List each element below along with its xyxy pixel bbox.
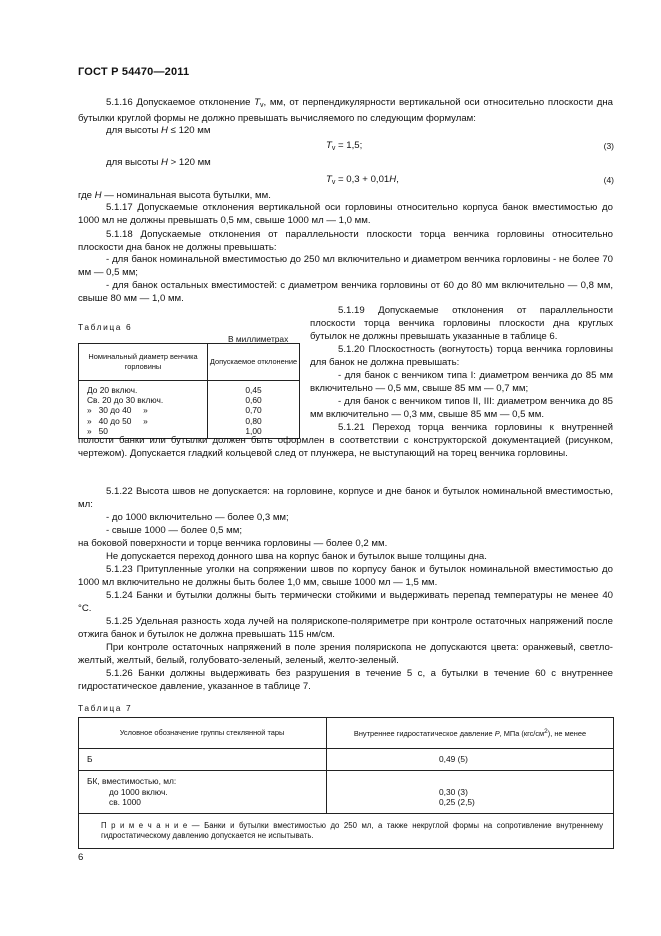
cond2-h: H — [161, 157, 168, 168]
section-5-1-16 — [78, 96, 613, 125]
f1-sym: T — [326, 140, 332, 151]
section-5-1-18-item-1: - для банок номинальной вместимостью до 250 мл включительно и диаметром венчика горловины - не более 70 мм — 0,5 мм; — [78, 254, 613, 279]
where-a: где — [78, 190, 95, 201]
condition-height-le-120 — [106, 124, 210, 137]
table-cell: 0,60 — [245, 395, 262, 406]
table-7-row2-sub1: до 1000 включ. — [109, 786, 168, 797]
condition-height-gt-120 — [106, 156, 211, 169]
cond2-text: для высоты — [106, 157, 162, 168]
section-5-1-20-item-2: - для банок с венчиком типов II, III: диаметром венчика до 85 мм включительно — 0,3 мм, свыше 85 мм — 0,5 мм. — [310, 396, 613, 421]
section-5-1-26: 5.1.26 Банки должны выдерживать без разрушения в течение 5 с, а бутылки в течение 60 с внутреннее гидростатическое давление, указанное в таблице 7. — [78, 668, 613, 693]
table-7-row1-label: Б — [79, 749, 327, 771]
formula-3 — [326, 139, 362, 155]
table-7-row2-val1: 0,30 (3) — [439, 786, 468, 797]
table-row: Св. 20 до 30 включ. — [87, 395, 164, 406]
section-5-1-23: 5.1.23 Притупленные уголки на сопряжении швов по корпусу банок и бутылок номинальной вместимостью до 1000 мл включительно не должны быть более 1,0 мм, свыше 1000 мл — 1,5 мм. — [78, 564, 613, 589]
section-5-1-22-note: Не допускается переход донного шва на корпус банок и бутылок выше толщины дна. — [106, 551, 487, 562]
table-7-row2-values — [327, 771, 614, 813]
table-7-note: П р и м е ч а н и е — Банки и бутылки вместимостью до 250 мл, а также некруглой формы на сопротивление внутреннему гидростатическому давлению допускается не испытывать. — [79, 813, 614, 848]
document-header: ГОСТ Р 54470—2011 — [78, 66, 190, 78]
cond1-value: ≤ 120 мм — [167, 125, 211, 136]
table-7-row2-labels — [79, 771, 327, 813]
table-7-caption: Таблица 7 — [78, 703, 133, 713]
f2-sub: v — [331, 179, 336, 186]
cond1-text: для высоты — [106, 125, 162, 136]
f2-a: = 0,3 + 0,01 — [335, 174, 390, 185]
f2-h: H — [389, 174, 397, 185]
f2-b: , — [396, 174, 399, 185]
section-5-1-25: 5.1.25 Удельная разность хода лучей на полярископе-поляриметре при контроле остаточных напряжений после отжига банок и бутылок не должна превышать 115 нм/см. — [78, 616, 613, 641]
table-6-header-deviation: Допускаемое отклонение — [208, 344, 300, 381]
f1-sub: v — [331, 145, 336, 152]
formula-3-number: (3) — [603, 141, 614, 151]
s5116-subscript: v — [260, 102, 264, 109]
section-5-1-22-intro: 5.1.22 Высота швов не допускается: на горловине, корпусе и дне банок и бутылок номинальной вместимостью, мл: — [78, 486, 613, 511]
section-5-1-18-intro: 5.1.18 Допускаемые отклонения от параллельности плоскости торца венчика горловины относительно плоскости дна банок не должны превышать: — [78, 229, 613, 254]
section-5-1-17: 5.1.17 Допускаемые отклонения вертикальной оси горловины относительно корпуса банок вместимостью до 1000 мл не должны превышать 0,5 мм, свыше 1000 мл — 1,0 мм. — [78, 202, 613, 227]
s5116-symbol: T — [254, 97, 260, 108]
table-7-header-group: Условное обозначение группы стеклянной тары — [79, 718, 327, 749]
table-7-row2-val2: 0,25 (2,5) — [439, 797, 475, 808]
table-7-row2-sub2: св. 1000 — [109, 797, 141, 808]
table-6-header-diameter: Номинальный диаметр венчика горловины — [79, 344, 208, 381]
where-h: H — [94, 190, 102, 201]
table-6-unit: В миллиметрах — [228, 334, 289, 344]
table-cell: 0,80 — [245, 415, 262, 426]
section-5-1-20-intro: 5.1.20 Плоскостность (вогнутость) торца венчика горловины для банок не должна превышать: — [310, 344, 613, 369]
section-5-1-22-tail: на боковой поверхности и торце венчика горловины — более 0,2 мм. — [78, 538, 388, 549]
f1-rest: = 1,5; — [335, 140, 363, 151]
page-number: 6 — [78, 852, 84, 863]
s5116-text-a: 5.1.16 Допускаемое отклонение — [106, 97, 255, 108]
table-row: » 50 — [87, 425, 108, 436]
section-5-1-19: 5.1.19 Допускаемые отклонения от параллельности плоскости торца венчика горловины плоскости дна круглых бутылок не должны превышать указанные в таблице 6. — [310, 305, 613, 343]
section-5-1-24: 5.1.24 Банки и бутылки должны быть термически стойкими и выдерживать перепад температуры не менее 40 °С. — [78, 590, 613, 615]
section-5-1-20-item-1: - для банок с венчиком типа I: диаметром венчика до 85 мм включительно — 0,5 мм, свыше 85 мм — 0,7 мм; — [310, 370, 613, 395]
formula-4 — [326, 173, 399, 189]
t7-h2-p: P — [494, 728, 500, 738]
table-7-row1-value: 0,49 (5) — [327, 749, 614, 771]
section-5-1-25-colors: При контроле остаточных напряжений в поле зрения полярископа не допускаются цвета: оранжевый, светло-желтый, желтый, белый, голубовато-зеленый, зеленый, желто-зеленый. — [78, 642, 613, 667]
section-5-1-22-item-1: - до 1000 включительно — более 0,3 мм; — [106, 512, 289, 523]
section-5-1-21: 5.1.21 Переход торца венчика горловины к внутренней полости банки или бутылки должен быть оформлен в соответствии с конструкторской документацией (рисунком, чертежом). Допускается гладкий кольцевой след от плунжера, не выступающий на торец венчика горловины. — [78, 422, 613, 460]
cond1-h: H — [161, 125, 168, 136]
section-5-1-22-item-2: - свыше 1000 — более 0,5 мм; — [106, 525, 243, 536]
table-row: » 30 до 40 » — [87, 405, 148, 416]
s5116-text-b: , мм, от перпендикулярности вертикальной оси относительно плоскости дна бутылки круглой формы не должно превышать вычисляемого по следующим формулам: — [78, 97, 613, 125]
table-6-caption: Таблица 6 — [78, 322, 133, 332]
t7-h2-b: , МПа (кгс/см — [499, 728, 545, 738]
table-7-header-pressure — [327, 718, 614, 749]
table-7-row2-label: БК, вместимостью, мл: — [87, 776, 177, 787]
t7-h2-sup: 2 — [544, 727, 548, 735]
table-cell: 0,70 — [245, 405, 262, 416]
table-cell: 1,00 — [245, 425, 262, 436]
formula-4-number: (4) — [603, 175, 614, 185]
table-row: » 40 до 50 » — [87, 415, 148, 426]
table-7 — [78, 717, 614, 849]
section-5-1-18-item-2: - для банок остальных вместимостей: с диаметром венчика горловины от 60 до 80 мм включительно — 0,8 мм, свыше 80 мм — 1,0 мм. — [78, 280, 613, 305]
where-b: — номинальная высота бутылки, мм. — [101, 190, 271, 201]
table-cell: 0,45 — [245, 385, 262, 395]
t7-h2-a: Внутреннее гидростатическое давление — [353, 728, 495, 738]
t7-h2-c: ), не менее — [547, 728, 587, 738]
f2-sym: T — [326, 174, 332, 185]
table-row: До 20 включ. — [87, 385, 138, 395]
cond2-value: > 120 мм — [167, 157, 211, 168]
